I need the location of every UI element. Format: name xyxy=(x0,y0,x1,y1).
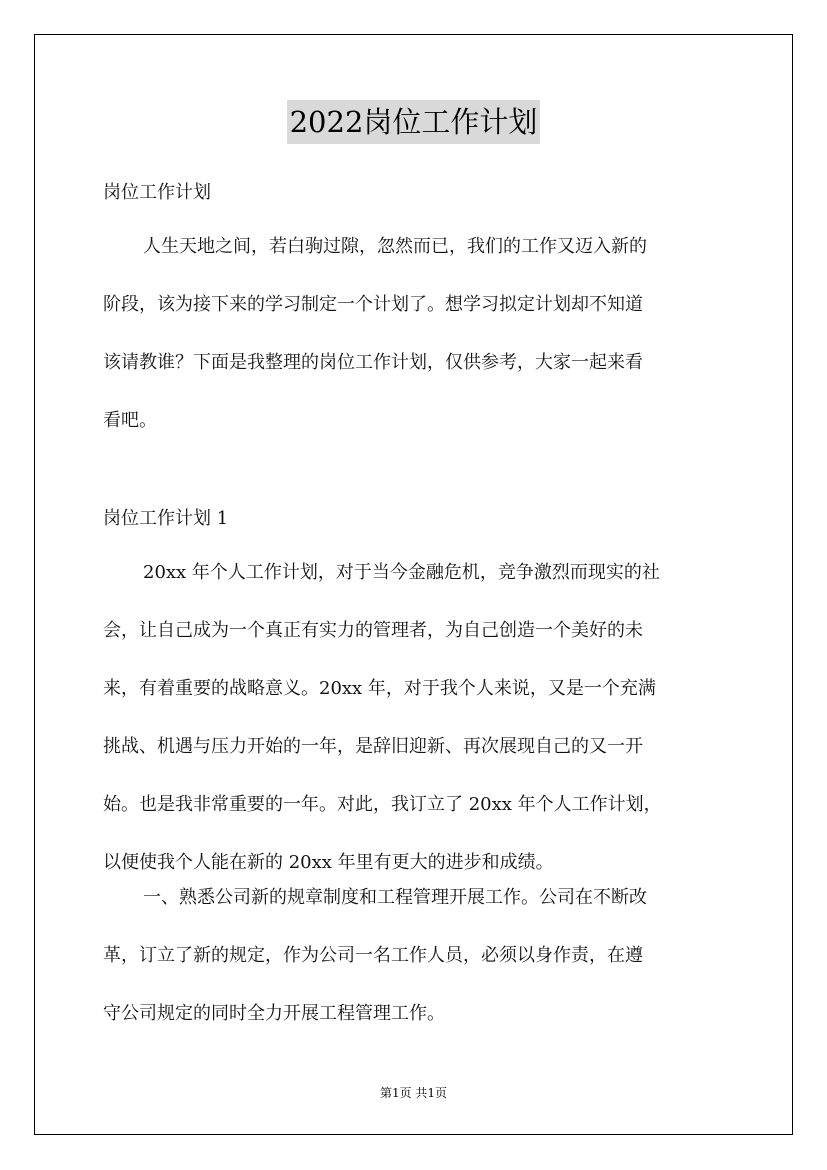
body-paragraph-2 xyxy=(103,880,727,1054)
body-paragraph-1 xyxy=(103,555,727,903)
body-line: 守公司规定的同时全力开展工程管理工作。 xyxy=(103,1003,445,1024)
intro-line: 人生天地之间，若白驹过隙，忽然而已，我们的工作又迈入新的 xyxy=(143,236,647,257)
intro-line: 该请教谁？下面是我整理的岗位工作计划，仅供参考，大家一起来看 xyxy=(103,352,643,373)
body-line: 以便使我个人能在新的 20xx 年里有更大的进步和成绩。 xyxy=(103,852,554,873)
intro-line: 看吧。 xyxy=(103,410,157,431)
page-number-footer: 第1页 共1页 xyxy=(379,1086,448,1100)
body-line: 会，让自己成为一个真正有实力的管理者，为自己创造一个美好的未 xyxy=(103,620,643,641)
body-line: 始。也是我非常重要的一年。对此，我订立了 20xx 年个人工作计划， xyxy=(103,794,662,815)
body-line: 革，订立了新的规定，作为公司一名工作人员，必须以身作责，在遵 xyxy=(103,945,643,966)
document-title-wrap xyxy=(0,100,827,144)
intro-paragraph xyxy=(103,229,727,461)
intro-line: 阶段，该为接下来的学习制定一个计划了。想学习拟定计划却不知道 xyxy=(103,294,643,315)
section-heading-2: 岗位工作计划 1 xyxy=(103,508,229,529)
body-line: 挑战、机遇与压力开始的一年，是辞旧迎新、再次展现自己的又一开 xyxy=(103,736,643,757)
body-line: 来，有着重要的战略意义。20xx 年，对于我个人来说，又是一个充满 xyxy=(103,678,656,699)
document-title: 2022岗位工作计划 xyxy=(287,100,541,144)
body-line: 20xx 年个人工作计划，对于当今金融危机，竞争激烈而现实的社 xyxy=(143,562,660,583)
section-heading-1: 岗位工作计划 xyxy=(103,182,211,203)
body-line: 一、熟悉公司新的规章制度和工程管理开展工作。公司在不断改 xyxy=(143,887,647,908)
